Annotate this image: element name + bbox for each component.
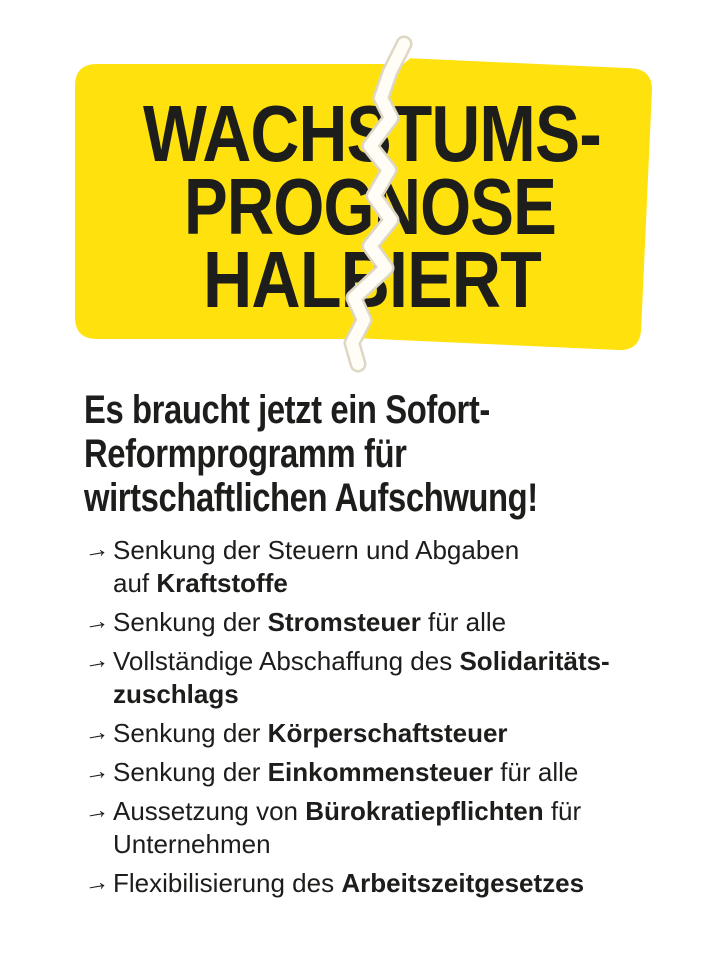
list-item-text: Vollständige Abschaffung des Solidaritäts- zuschlags xyxy=(113,646,610,709)
headline xyxy=(84,388,720,520)
list-item-text: Flexibilisierung des Arbeitszeitgesetzes xyxy=(113,868,585,898)
arrow-right-icon: → xyxy=(81,716,112,749)
arrow-right-icon: → xyxy=(81,794,112,827)
torn-banner xyxy=(0,0,720,380)
list-item xyxy=(81,716,684,750)
demand-list xyxy=(81,533,684,906)
arrow-right-icon: → xyxy=(81,644,112,677)
list-item-text: Senkung der Körperschaftsteuer xyxy=(113,718,508,748)
headline-line-3: wirtschaftlichen Aufschwung! xyxy=(84,476,538,520)
list-item xyxy=(81,866,684,900)
arrow-right-icon: → xyxy=(81,605,112,638)
list-item-text: Senkung der Steuern und Abgaben auf Kraftstoffe xyxy=(113,535,520,598)
list-item xyxy=(81,533,684,600)
list-item xyxy=(81,644,684,711)
list-item xyxy=(81,605,684,639)
headline-line-2: Reformprogramm für xyxy=(84,432,407,476)
list-item-text: Senkung der Einkommensteuer für alle xyxy=(113,757,579,787)
banner-line-1: WACHSTUMS- xyxy=(143,89,601,178)
list-item xyxy=(81,794,684,861)
arrow-right-icon: → xyxy=(81,755,112,788)
arrow-right-icon: → xyxy=(81,533,112,566)
list-item-text: Aussetzung von Bürokratiepflichten für Unternehmen xyxy=(113,796,582,859)
banner-line-2: PROGNOSE xyxy=(184,162,556,251)
banner-line-3: HALBIERT xyxy=(203,235,542,324)
headline-line-1: Es braucht jetzt ein Sofort- xyxy=(84,388,490,432)
list-item-text: Senkung der Stromsteuer für alle xyxy=(113,607,507,637)
list-item xyxy=(81,755,684,789)
arrow-right-icon: → xyxy=(81,866,112,899)
